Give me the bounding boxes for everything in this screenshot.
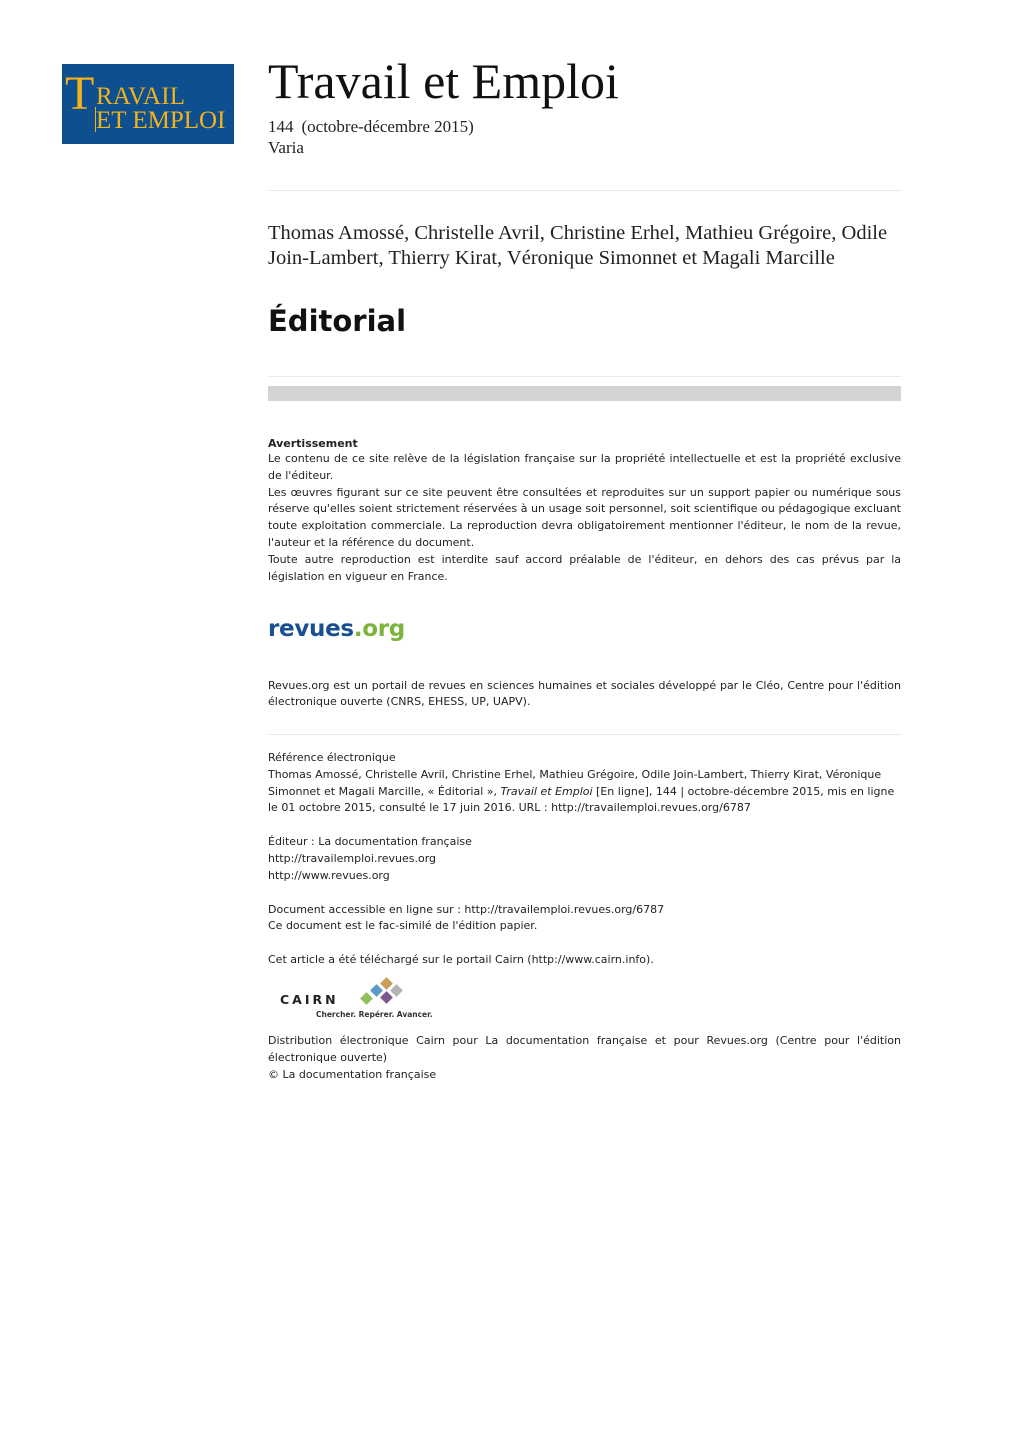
citation-text: Thomas Amossé, Christelle Avril, Christine Erhel, Mathieu Grégoire, Odile Join-Lambert, Thierry Kirat, Véronique Simonnet et Magali Marcille, « Éditorial », xyxy=(268,767,882,798)
divider xyxy=(268,734,901,735)
cairn-diamond xyxy=(390,984,403,997)
issue-number: 144 xyxy=(268,117,294,136)
portal-url-link[interactable]: http://www.revues.org xyxy=(268,868,390,882)
facsimile-note: Ce document est le fac-similé de l'édition papier. xyxy=(268,919,538,933)
divider xyxy=(268,190,901,191)
warning-body xyxy=(268,451,901,585)
distribution-text: Distribution électronique Cairn pour La documentation française et pour Revues.org (Centre pour l'édition électronique ouverte) xyxy=(268,1034,901,1064)
issue-line xyxy=(268,117,474,137)
cairn-tagline: Chercher. Repérer. Avancer. xyxy=(316,1010,433,1019)
cairn-diamond xyxy=(360,992,373,1005)
warning-heading: Avertissement xyxy=(268,437,358,450)
cairn-wordmark: CAIRN xyxy=(280,992,339,1007)
logo-line-1: RAVAIL xyxy=(96,83,186,110)
publisher: Éditeur : La documentation française xyxy=(268,835,472,849)
cairn-logo[interactable] xyxy=(280,976,450,1024)
logo-initial: T xyxy=(65,67,95,120)
reference-block xyxy=(268,750,901,969)
article-title: Éditorial xyxy=(268,304,407,338)
logo-line-2: ET EMPLOI xyxy=(96,107,226,134)
issue-period: (octobre-décembre 2015) xyxy=(301,117,474,136)
journal-title: Travail et Emploi xyxy=(268,53,619,109)
cairn-diamond xyxy=(380,991,393,1004)
accessible-online: Document accessible en ligne sur : http://travailemploi.revues.org/6787 xyxy=(268,902,665,916)
reference-citation xyxy=(268,767,901,817)
reference-heading: Référence électronique xyxy=(268,751,396,764)
article-authors: Thomas Amossé, Christelle Avril, Christine Erhel, Mathieu Grégoire, Odile Join-Lambert, Thierry Kirat, Véronique Simonnet et Magali Marcille xyxy=(268,222,888,269)
citation-journal: Travail et Emploi xyxy=(500,784,593,798)
divider xyxy=(268,376,901,377)
journal-url-link[interactable]: http://travailemploi.revues.org xyxy=(268,851,437,865)
revues-logo-part1: revues xyxy=(268,616,354,642)
revues-logo-part2: .org xyxy=(353,616,405,642)
grey-band xyxy=(268,386,901,401)
citation-text: [En ligne], 144 | octobre-décembre 2015, mis en ligne le 01 octobre 2015, consulté le 17 juin 2016. URL : http://travailemploi.revues.org/6787 xyxy=(268,784,895,815)
portal-description: Revues.org est un portail de revues en sciences humaines et sociales développé par le Cléo, Centre pour l'édition électronique ouverte (CNRS, EHESS, UP, UAPV). xyxy=(268,679,901,708)
revues-logo[interactable] xyxy=(268,615,405,643)
copyright: © La documentation française xyxy=(268,1067,437,1081)
cairn-download-note: Cet article a été téléchargé sur le portail Cairn (http://www.cairn.info). xyxy=(268,953,654,967)
warning-paragraph: Toute autre reproduction est interdite sauf accord préalable de l'éditeur, en dehors des cas prévus par la législation en vigueur en France. xyxy=(268,552,901,583)
section-name: Varia xyxy=(268,138,304,157)
warning-paragraph: Le contenu de ce site relève de la législation française sur la propriété intellectuelle et est la propriété exclusive de l'éditeur. xyxy=(268,452,901,482)
distribution-block xyxy=(268,1033,901,1083)
warning-paragraph: Les œuvres figurant sur ce site peuvent être consultées et reproduites sur un support papier ou numérique sous réserve qu'elles soient strictement réservées à un usage soit personnel, soit scientifique ou pédagogique excluant toute exploitation commerciale. La reproduction devra obligatoirement mentionner l'éditeur, le nom de la revue, l'auteur et la référence du document. xyxy=(268,485,901,549)
journal-logo xyxy=(62,64,234,144)
